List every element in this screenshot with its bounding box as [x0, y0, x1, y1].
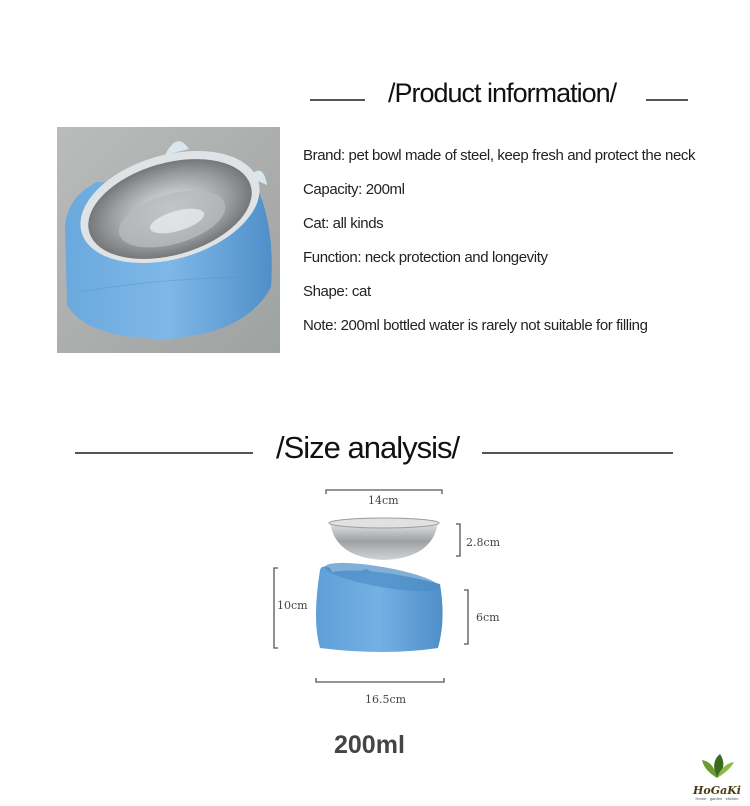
- brand-logo: [688, 752, 746, 800]
- dim-width-top: 14cm: [368, 494, 399, 507]
- leaf-icon: [688, 752, 746, 780]
- size-rule-right: [482, 452, 673, 454]
- info-line-shape: Shape: cat: [303, 283, 371, 300]
- info-line-note: Note: 200ml bottled water is rarely not suitable for filling: [303, 317, 648, 334]
- info-line-function: Function: neck protection and longevity: [303, 249, 548, 266]
- logo-tagline: Home · garden · kitchen: [695, 796, 739, 801]
- dim-height-base: 6cm: [476, 611, 500, 624]
- info-line-cat: Cat: all kinds: [303, 215, 384, 232]
- logo-name: HoGaKi: [693, 784, 741, 797]
- cat-bowl-illustration: [57, 127, 280, 353]
- bracket-width-base: [316, 678, 444, 682]
- dim-height-total: 10cm: [277, 599, 308, 612]
- size-analysis-title: /Size analysis/: [276, 430, 460, 465]
- info-line-brand: Brand: pet bowl made of steel, keep fresh and protect the neck: [303, 147, 696, 164]
- bracket-height-base: [464, 590, 468, 644]
- dim-width-base: 16.5cm: [365, 693, 407, 706]
- info-line-capacity: Capacity: 200ml: [303, 181, 405, 198]
- dim-height-bowl: 2.8cm: [466, 536, 501, 549]
- capacity-label: 200ml: [334, 731, 405, 759]
- size-rule-left: [75, 452, 253, 454]
- size-diagram: [260, 480, 520, 710]
- product-info-list: [303, 146, 695, 350]
- product-info-title: /Product information/: [388, 78, 617, 108]
- title-rule-right: [646, 99, 688, 101]
- bracket-height-bowl: [456, 524, 460, 556]
- title-rule-left: [310, 99, 365, 101]
- product-photo: [57, 127, 280, 353]
